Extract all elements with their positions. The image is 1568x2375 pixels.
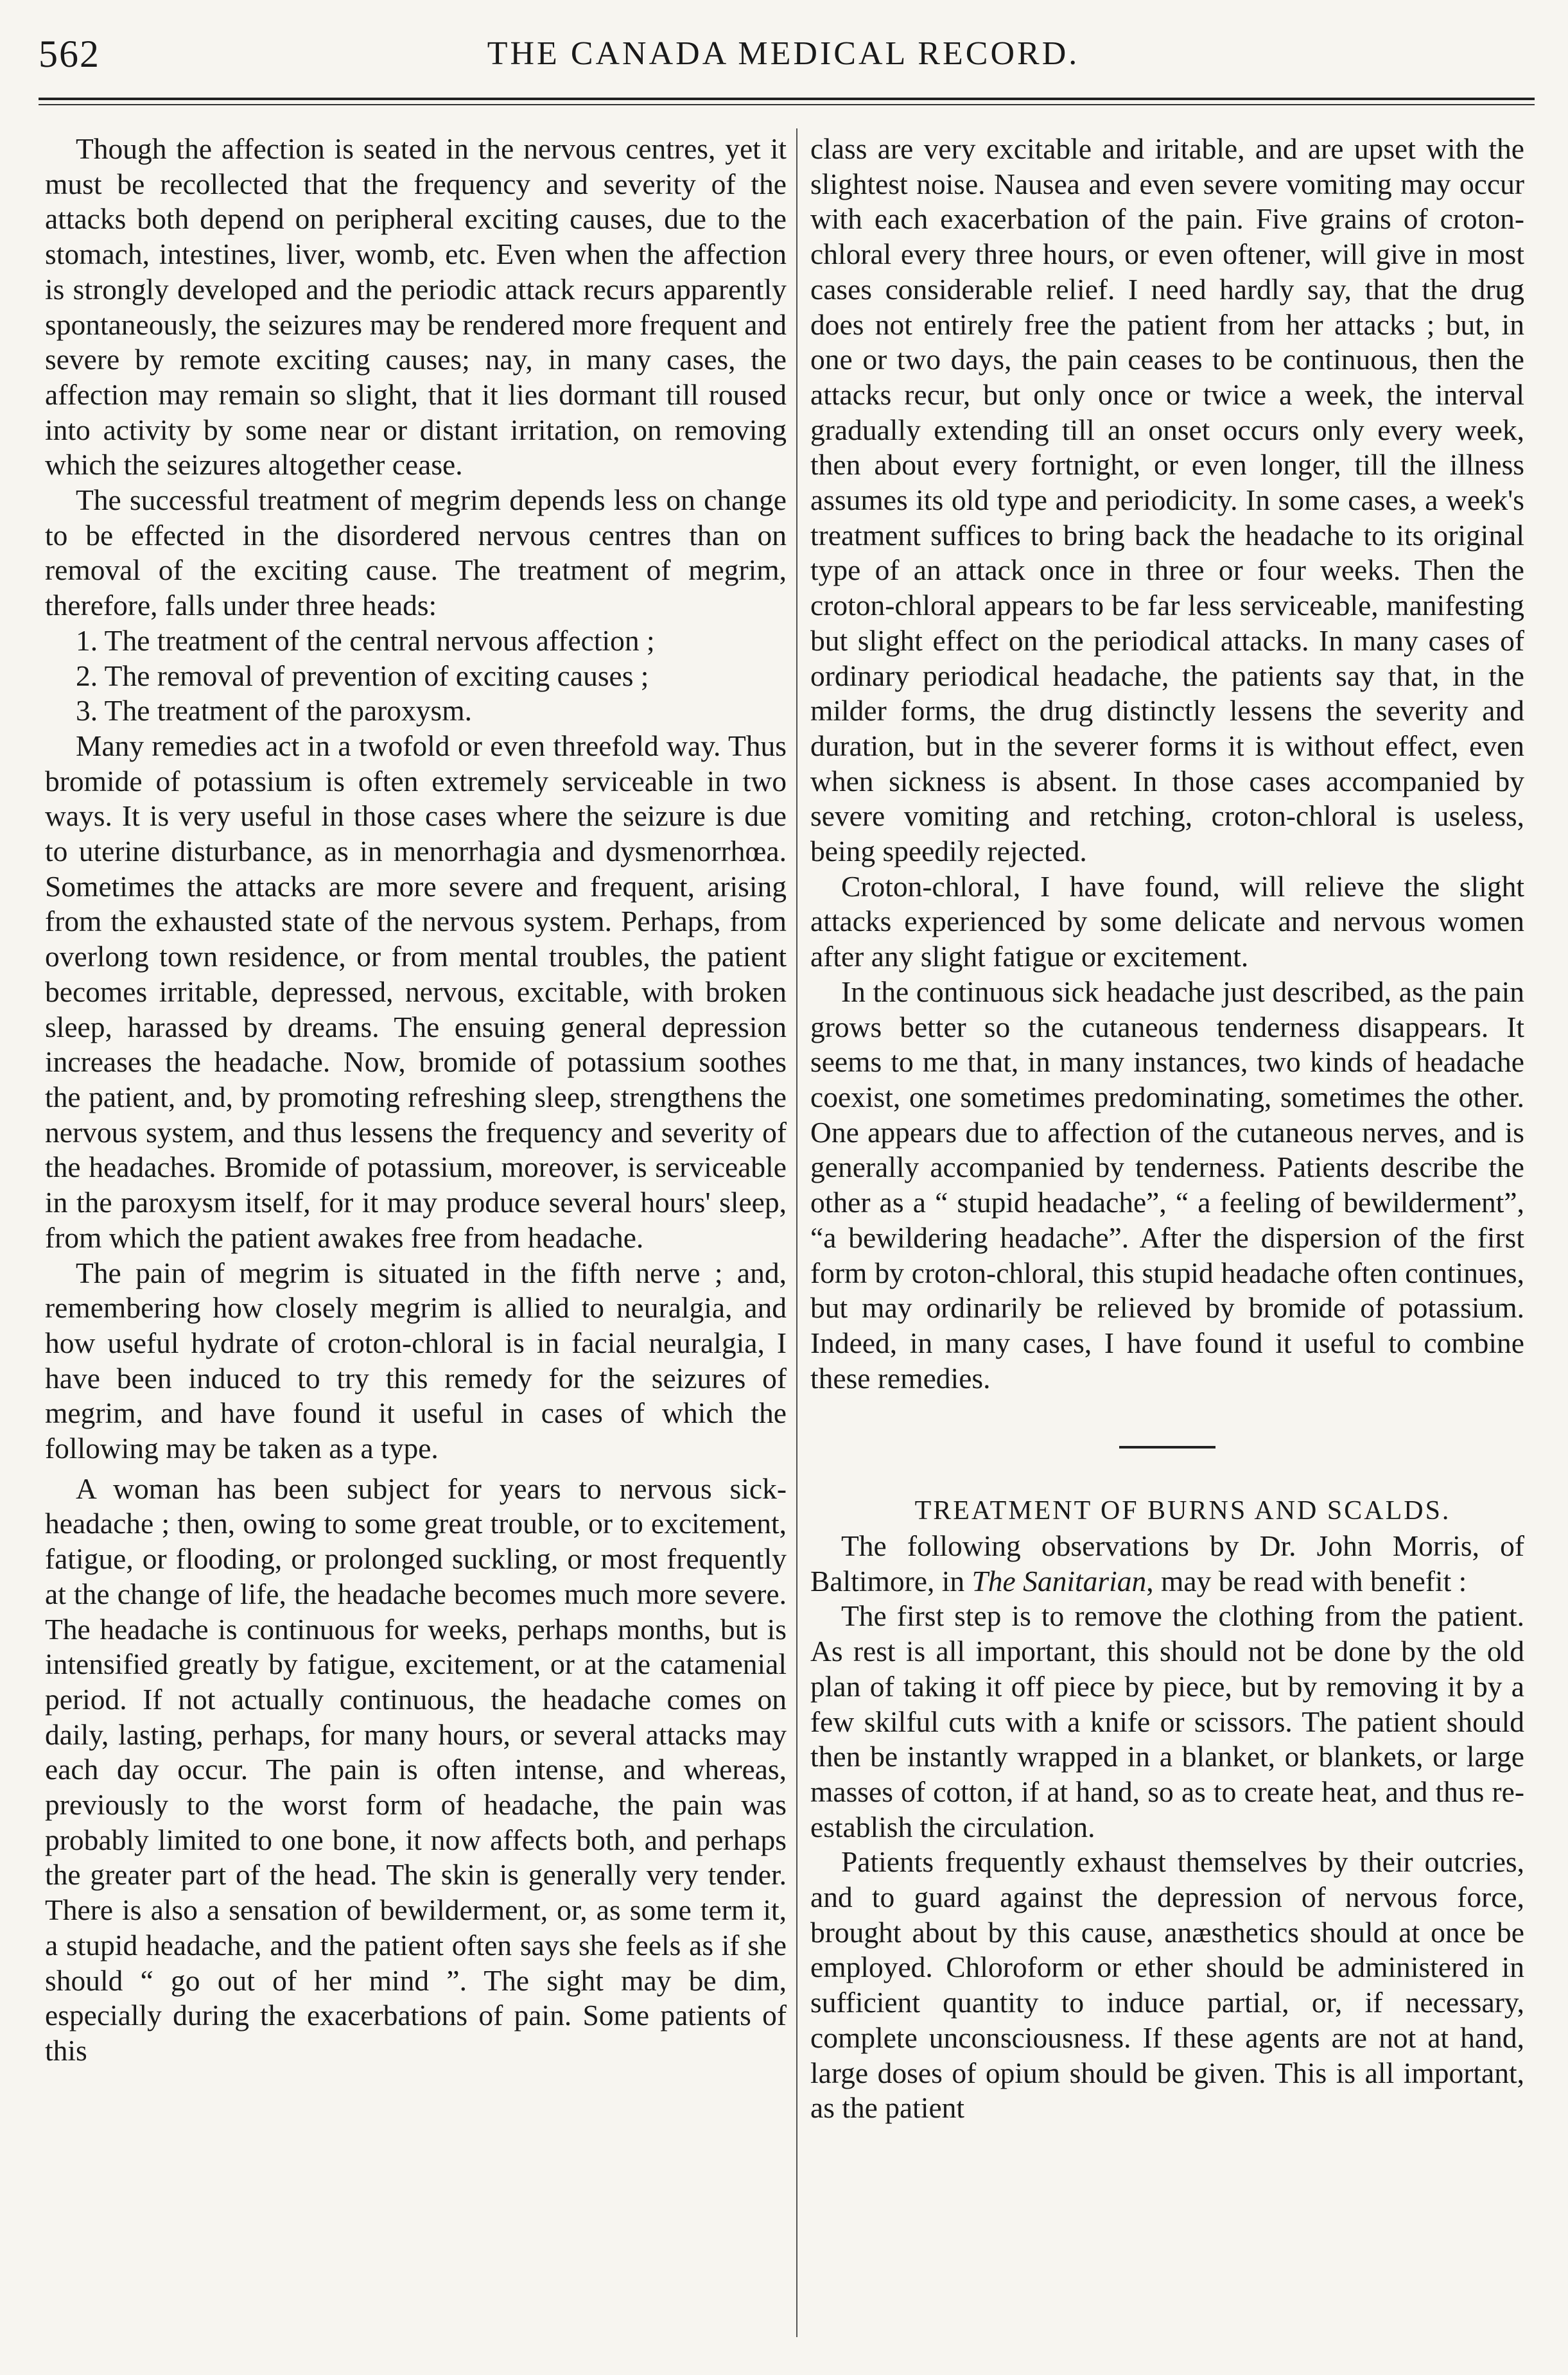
paragraph [810,1529,1524,1599]
list-item: 2. The removal of prevention of exciting causes ; [76,659,649,692]
section-divider [1119,1446,1215,1448]
paragraph: Though the affection is seated in the nervous centres, yet it must be recollected that the frequency and severity of the attacks both depend on peripheral exciting causes, due to the stomach, intestines, liver, womb, etc. Even when the affection is strongly developed and the periodic attack recurs apparently spontaneously, the seizures may be rendered more frequent and severe by remote exciting causes; nay, in many cases, the affection may remain so slight, that it lies dormant till roused into activity by some near or distant irritation, on removing which the seizures altogether cease. [45,132,787,482]
paragraph: The successful treatment of megrim depends less on change to be effected in the disordered nervous centres than on removal of the exciting cause. The treatment of megrim, therefore, falls under three heads: [45,483,787,622]
paragraph: A woman has been subject for years to nervous sick-headache ; then, owing to some great trouble, or to excitement, fatigue, or flooding, or prolonged suckling, or most frequently at the change of life, the headache becomes much more severe. The headache is continuous for weeks, perhaps months, but is intensified greatly by fatigue, excitement, or at the catamenial period. If not actually continuous, the headache comes on daily, lasting, perhaps, for many hours, or several attacks may each day occur. The pain is often intense, and whereas, previously to the worst form of headache, the pain was probably limited to one bone, it now affects both, and perhaps the greater part of the head. The skin is generally very tender. There is also a sensation of bewilderment, or, as some term it, a stupid headache, and the patient often says she feels as if she should “ go out of her mind ”. The sight may be dim, especially during the exacerbations of pain. Some patients of this [45,1472,787,2067]
page-header [39,28,1528,92]
paragraph: Croton-chloral, I have found, will relieve the slight attacks experienced by some delicate and nervous women after any slight fatigue or excitement. [810,869,1524,973]
header-rule [39,98,1535,100]
paragraph: class are very excitable and iritable, and are upset with the slightest noise. Nausea and even severe vomiting may occur with each exacerbation of the pain. Five grains of croton-chloral every three hours, or even oftener, will give in most cases considerable relief. I need hardly say, that the drug does not entirely free the patient from her attacks ; but, in one or two days, the pain ceases to be continuous, then the attacks recur, but only once or twice a week, the interval gradually extending till an onset occurs only every week, then about every fortnight, or even longer, till the illness assumes its old type and periodicity. In some cases, a week's treatment suffices to bring back the headache to its original type of an attack once in three or four weeks. Then the croton-chloral appears to be far less serviceable, manifesting but slight effect on the periodical attacks. In many cases of ordinary periodical headache, the patients say that, in the milder forms, the drug distinctly lessens the severity and duration, but in the severer forms it is without effect, even when sickness is absent. In those cases accompanied by severe vomiting and retching, croton-chloral is useless, being speedily rejected. [810,132,1524,868]
list-item: 1. The treatment of the central nervous affection ; [76,623,655,657]
page-number: 562 [39,33,100,75]
section-title: TREATMENT OF BURNS AND SCALDS. [914,1496,1451,1526]
running-head: THE CANADA MEDICAL RECORD. [487,35,1080,72]
paragraph-text: , may be read with benefit : [1146,1564,1467,1597]
paragraph: Many remedies act in a twofold or even threefold way. Thus bromide of potassium is often extremely serviceable in two ways. It is very useful in those cases where the seizure is due to uterine disturbance, as in menorrhagia and dysmenorrhœa. Sometimes the attacks are more severe and frequent, arising from the exhausted state of the nervous system. Perhaps, from overlong town residence, or from mental troubles, the patient becomes irritable, depressed, nervous, excitable, with broken sleep, harassed by dreams. The ensuing general depression increases the headache. Now, bromide of potassium soothes the patient, and, by promoting refreshing sleep, strengthens the nervous system, and thus lessens the frequency and severity of the headaches. Bromide of potassium, moreover, is serviceable in the paroxysm itself, for it may produce several hours' sleep, from which the patient awakes free from headache. [45,729,787,1254]
left-column [45,132,787,2340]
paragraph: Patients frequently exhaust themselves by their outcries, and to guard against the depression of nervous force, brought about by this cause, anæsthetics should at once be employed. Chloroform or ether should be administered in sufficient quantity to induce partial, or, if necessary, complete unconsciousness. If these agents are not at hand, large doses of opium should be given. This is all important, as the patient [810,1845,1524,2125]
paragraph: The pain of megrim is situated in the fifth nerve ; and, remembering how closely megrim is allied to neuralgia, and how useful hydrate of croton-chloral is in facial neuralgia, I have been induced to try this remedy for the seizures of megrim, and have found it useful in cases of which the following may be taken as a type. [45,1256,787,1465]
paragraph-text: The following observations by Dr. John Morris, of Baltimore, in [810,1529,1524,1597]
journal-title: The Sanitarian [971,1564,1147,1597]
paragraph: In the continuous sick headache just described, as the pain grows better so the cutaneous tenderness disappears. It seems to me that, in many instances, two kinds of headache coexist, one sometimes predominating, sometimes the other. One appears due to affection of the cutaneous nerves, and is generally accompanied by tenderness. Patients describe the other as a “ stupid headache”, “ a feeling of bewilderment”, “a bewildering headache”. After the dispersion of the first form by croton-chloral, this stupid headache often continues, but may ordinarily be relieved by bromide of potassium. Indeed, in many cases, I have found it useful to combine these remedies. [810,975,1524,1395]
header-rule-thin [39,104,1535,105]
paragraph: The first step is to remove the clothing from the patient. As rest is all important, this should not be done by the old plan of taking it off piece by piece, but by removing it by a few skilful cuts with a knife or scissors. The patient should then be instantly wrapped in a blanket, or blankets, or large masses of cotton, if at hand, so as to create heat, and thus re-establish the circulation. [810,1599,1524,1843]
right-column [810,132,1524,2340]
column-divider [796,128,797,2337]
list-item: 3. The treatment of the paroxysm. [76,694,473,727]
